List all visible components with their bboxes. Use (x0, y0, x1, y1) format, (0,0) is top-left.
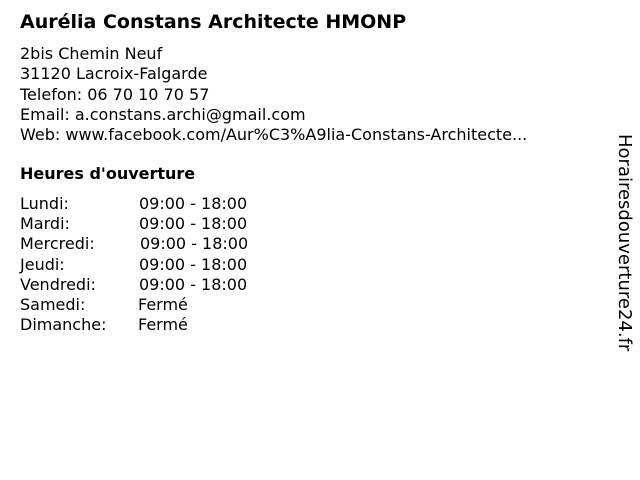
opening-hours-heading: Heures d'ouverture (20, 164, 196, 183)
business-name: Aurélia Constans Architecte HMONP (20, 11, 407, 33)
day-label: Lundi: (20, 194, 69, 213)
day-label: Samedi: (20, 294, 86, 314)
time-value: 09:00 - 18:00 (139, 194, 248, 213)
time-value: 09:00 - 18:00 (139, 254, 248, 274)
email-line: Email: a.constans.archi@gmail.com (20, 104, 306, 124)
web-line: Web: www.facebook.com/Aur%C3%A9lia-Constans-Architecte... (20, 125, 528, 145)
day-label: Mercredi: (20, 234, 95, 254)
day-label: Jeudi: (20, 254, 65, 274)
day-label: Mardi: (20, 214, 70, 234)
phone-line: Telefon: 06 70 10 70 57 (20, 84, 210, 104)
time-value: Fermé (138, 315, 188, 335)
street-address: 2bis Chemin Neuf (20, 44, 163, 63)
contact-block (20, 44, 527, 145)
time-value: 09:00 - 18:00 (139, 214, 248, 234)
time-value: 09:00 - 18:00 (139, 274, 248, 294)
time-value: Fermé (138, 294, 188, 314)
day-label: Dimanche: (20, 315, 107, 335)
city-line: 31120 Lacroix-Falgarde (20, 64, 208, 84)
time-value: 09:00 - 18:00 (140, 234, 249, 254)
day-label: Vendredi: (20, 274, 96, 294)
site-watermark: Horairesdouverture24.fr (614, 134, 635, 352)
